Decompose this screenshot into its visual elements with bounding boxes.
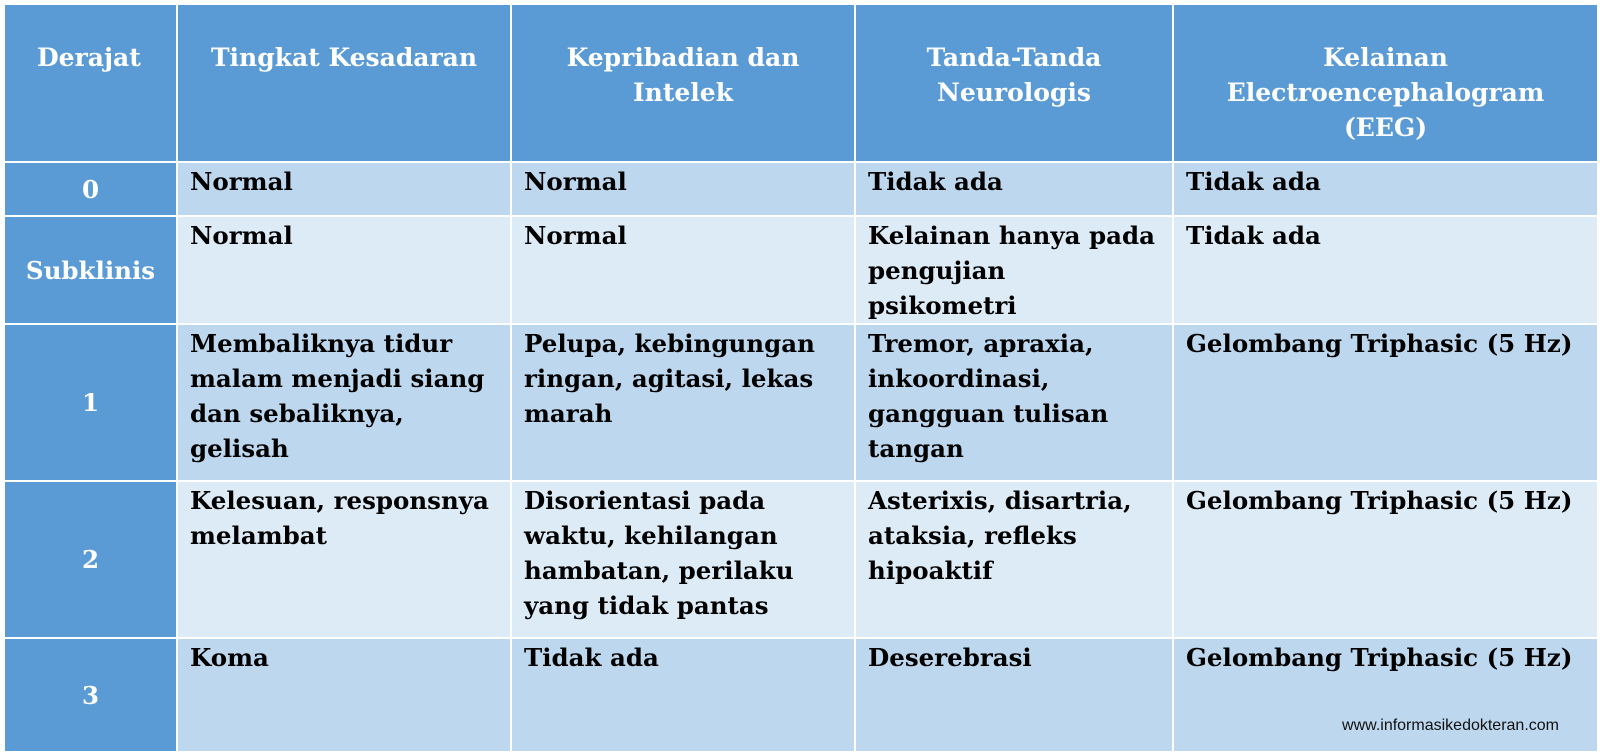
kesadaran-cell: Kelesuan, responsnya melambat (177, 481, 511, 638)
header-derajat: Derajat (4, 4, 177, 162)
eeg-cell: Tidak ada (1173, 162, 1598, 216)
eeg-cell: Gelombang Triphasic (5 Hz) (1173, 324, 1598, 481)
kesadaran-cell: Normal (177, 216, 511, 324)
table-row (4, 216, 1598, 324)
grade-cell: 2 (4, 481, 177, 638)
header-tanda-neurologis: Tanda-Tanda Neurologis (855, 4, 1173, 162)
hepatic-encephalopathy-grade-table (3, 3, 1599, 753)
neurologis-cell: Tidak ada (855, 162, 1173, 216)
grade-cell: Subklinis (4, 216, 177, 324)
table-row (4, 162, 1598, 216)
eeg-cell: Tidak ada (1173, 216, 1598, 324)
neurologis-cell: Asterixis, disartria, ataksia, refleks hipoaktif (855, 481, 1173, 638)
header-kepribadian-intelek: Kepribadian dan Intelek (511, 4, 855, 162)
grade-table-container (3, 3, 1597, 749)
kesadaran-cell: Membaliknya tidur malam menjadi siang dan sebaliknya, gelisah (177, 324, 511, 481)
neurologis-cell: Deserebrasi (855, 638, 1173, 752)
grade-cell: 1 (4, 324, 177, 481)
neurologis-cell: Kelainan hanya pada pengujian psikometri (855, 216, 1173, 324)
table-row (4, 481, 1598, 638)
kepribadian-cell: Pelupa, kebingungan ringan, agitasi, lekas marah (511, 324, 855, 481)
kepribadian-cell: Disorientasi pada waktu, kehilangan hambatan, perilaku yang tidak pantas (511, 481, 855, 638)
kepribadian-cell: Normal (511, 162, 855, 216)
table-header-row (4, 4, 1598, 162)
kepribadian-cell: Tidak ada (511, 638, 855, 752)
kesadaran-cell: Koma (177, 638, 511, 752)
grade-cell: 0 (4, 162, 177, 216)
kepribadian-cell: Normal (511, 216, 855, 324)
eeg-cell: Gelombang Triphasic (5 Hz) (1173, 638, 1598, 752)
header-tingkat-kesadaran: Tingkat Kesadaran (177, 4, 511, 162)
kesadaran-cell: Normal (177, 162, 511, 216)
eeg-cell: Gelombang Triphasic (5 Hz) (1173, 481, 1598, 638)
table-row (4, 324, 1598, 481)
neurologis-cell: Tremor, apraxia, inkoordinasi, gangguan tulisan tangan (855, 324, 1173, 481)
header-kelainan-eeg: Kelainan Electroencephalogram (EEG) (1173, 4, 1598, 162)
grade-cell: 3 (4, 638, 177, 752)
website-watermark: www.informasikedokteran.com (1342, 717, 1559, 734)
